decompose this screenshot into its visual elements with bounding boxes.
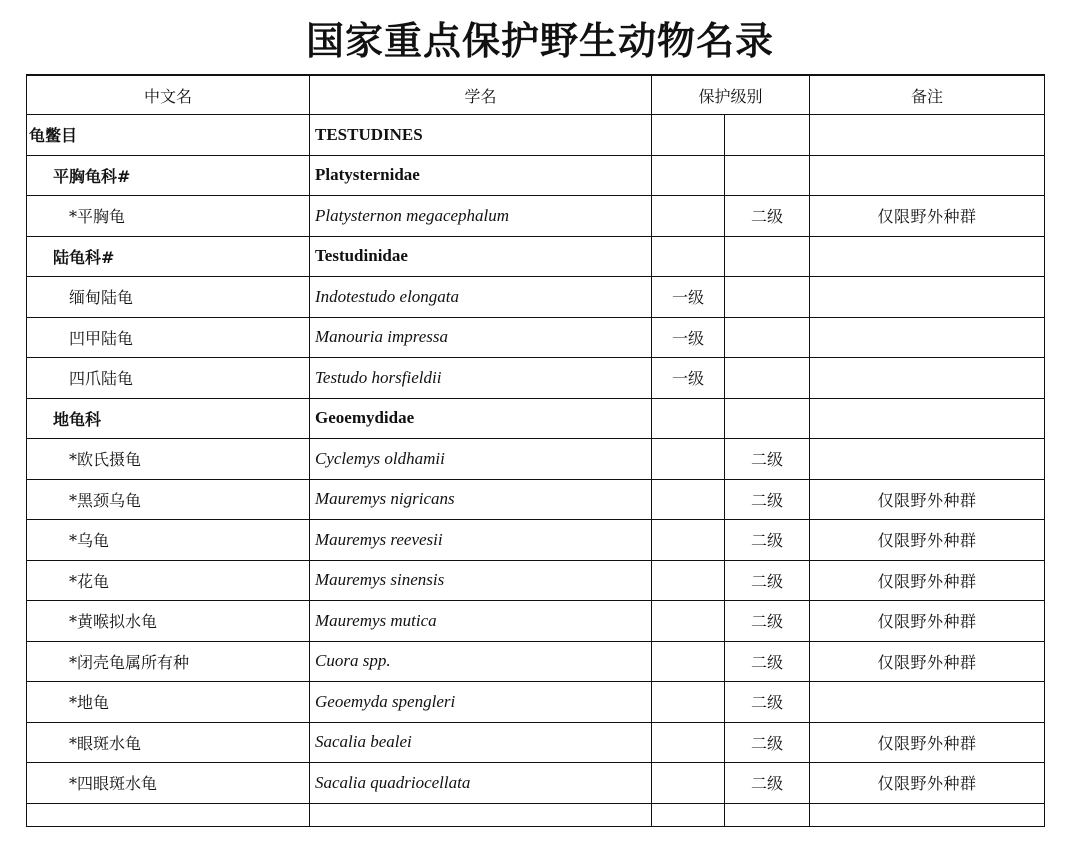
chinese-name-cell: 凹甲陆龟 <box>27 317 310 358</box>
chinese-name-cell: *平胸龟 <box>27 196 310 237</box>
chinese-name-cell: 四爪陆龟 <box>27 358 310 399</box>
level-2-cell <box>725 236 810 277</box>
empty-cell <box>725 803 810 826</box>
remarks-cell: 仅限野外种群 <box>810 641 1045 682</box>
level-2-cell <box>725 115 810 156</box>
scientific-name-cell: Cuora spp. <box>310 641 652 682</box>
level-2-cell: 二级 <box>725 479 810 520</box>
empty-cell <box>810 803 1045 826</box>
scientific-name-cell: Sacalia quadriocellata <box>310 763 652 804</box>
level-1-cell <box>652 722 725 763</box>
table-row <box>27 439 1045 480</box>
chinese-name-cell: 龟鳖目 <box>27 115 310 156</box>
table-row <box>27 236 1045 277</box>
scientific-name-cell: Mauremys nigricans <box>310 479 652 520</box>
scientific-name-cell: Geoemydidae <box>310 398 652 439</box>
scientific-name-cell: Platysternon megacephalum <box>310 196 652 237</box>
table-row <box>27 479 1045 520</box>
chinese-name-cell: *四眼斑水龟 <box>27 763 310 804</box>
remarks-cell: 仅限野外种群 <box>810 479 1045 520</box>
level-2-cell: 二级 <box>725 439 810 480</box>
table-row-cutoff <box>27 803 1045 826</box>
remarks-cell <box>810 115 1045 156</box>
scientific-name-cell: Cyclemys oldhamii <box>310 439 652 480</box>
remarks-cell <box>810 682 1045 723</box>
remarks-cell <box>810 439 1045 480</box>
level-1-cell <box>652 196 725 237</box>
level-2-cell: 二级 <box>725 560 810 601</box>
chinese-name-cell: 陆龟科# <box>27 236 310 277</box>
level-1-cell <box>652 560 725 601</box>
level-2-cell: 二级 <box>725 722 810 763</box>
level-1-cell <box>652 155 725 196</box>
level-1-cell <box>652 520 725 561</box>
table-row <box>27 155 1045 196</box>
chinese-name-cell: 缅甸陆龟 <box>27 277 310 318</box>
level-1-cell <box>652 115 725 156</box>
level-2-cell: 二级 <box>725 641 810 682</box>
level-2-cell: 二级 <box>725 601 810 642</box>
level-2-cell: 二级 <box>725 520 810 561</box>
chinese-name-cell: *黑颈乌龟 <box>27 479 310 520</box>
scientific-name-cell: Testudo horsfieldii <box>310 358 652 399</box>
level-2-cell <box>725 317 810 358</box>
table-row <box>27 682 1045 723</box>
table-row <box>27 763 1045 804</box>
table-row <box>27 520 1045 561</box>
remarks-cell: 仅限野外种群 <box>810 560 1045 601</box>
remarks-cell: 仅限野外种群 <box>810 722 1045 763</box>
empty-cell <box>27 803 310 826</box>
page-title: 国家重点保护野生动物名录 <box>305 18 774 63</box>
scientific-name-cell: Mauremys sinensis <box>310 560 652 601</box>
chinese-name-cell: *闭壳龟属所有种 <box>27 641 310 682</box>
level-2-cell <box>725 155 810 196</box>
level-2-cell <box>725 358 810 399</box>
remarks-cell: 仅限野外种群 <box>810 520 1045 561</box>
chinese-name-cell: *黄喉拟水龟 <box>27 601 310 642</box>
level-1-cell <box>652 236 725 277</box>
table-row <box>27 722 1045 763</box>
table-row <box>27 196 1045 237</box>
level-2-cell <box>725 277 810 318</box>
scientific-name-cell: Mauremys reevesii <box>310 520 652 561</box>
level-1-cell <box>652 601 725 642</box>
species-table <box>26 74 1045 827</box>
remarks-cell: 仅限野外种群 <box>810 763 1045 804</box>
remarks-cell <box>810 398 1045 439</box>
level-2-cell: 二级 <box>725 682 810 723</box>
level-1-cell <box>652 763 725 804</box>
table-body <box>27 115 1045 827</box>
remarks-cell <box>810 155 1045 196</box>
remarks-cell: 仅限野外种群 <box>810 196 1045 237</box>
chinese-name-cell: *乌龟 <box>27 520 310 561</box>
header-chinese-name: 中文名 <box>27 75 310 115</box>
remarks-cell <box>810 277 1045 318</box>
remarks-cell <box>810 317 1045 358</box>
level-1-cell <box>652 641 725 682</box>
scientific-name-cell: Manouria impressa <box>310 317 652 358</box>
table-row <box>27 601 1045 642</box>
scientific-name-cell: Sacalia bealei <box>310 722 652 763</box>
scientific-name-cell: TESTUDINES <box>310 115 652 156</box>
empty-cell <box>310 803 652 826</box>
level-2-cell: 二级 <box>725 196 810 237</box>
level-1-cell <box>652 479 725 520</box>
scientific-name-cell: Testudinidae <box>310 236 652 277</box>
remarks-cell <box>810 236 1045 277</box>
header-protection-level: 保护级别 <box>652 75 810 115</box>
scientific-name-cell: Indotestudo elongata <box>310 277 652 318</box>
chinese-name-cell: 平胸龟科# <box>27 155 310 196</box>
level-1-cell: 一级 <box>652 317 725 358</box>
table-row <box>27 277 1045 318</box>
table-row <box>27 398 1045 439</box>
level-1-cell <box>652 439 725 480</box>
level-2-cell <box>725 398 810 439</box>
level-2-cell: 二级 <box>725 763 810 804</box>
empty-cell <box>652 803 725 826</box>
scientific-name-cell: Geoemyda spengleri <box>310 682 652 723</box>
remarks-cell: 仅限野外种群 <box>810 601 1045 642</box>
chinese-name-cell: 地龟科 <box>27 398 310 439</box>
table-row <box>27 560 1045 601</box>
chinese-name-cell: *欧氏摄龟 <box>27 439 310 480</box>
header-remarks: 备注 <box>810 75 1045 115</box>
chinese-name-cell: *地龟 <box>27 682 310 723</box>
remarks-cell <box>810 358 1045 399</box>
table-row <box>27 115 1045 156</box>
level-1-cell: 一级 <box>652 358 725 399</box>
table-row <box>27 317 1045 358</box>
scientific-name-cell: Platysternidae <box>310 155 652 196</box>
level-1-cell: 一级 <box>652 277 725 318</box>
chinese-name-cell: *花龟 <box>27 560 310 601</box>
level-1-cell <box>652 398 725 439</box>
chinese-name-cell: *眼斑水龟 <box>27 722 310 763</box>
header-row <box>27 75 1045 115</box>
level-1-cell <box>652 682 725 723</box>
scientific-name-cell: Mauremys mutica <box>310 601 652 642</box>
table-row <box>27 358 1045 399</box>
header-scientific-name: 学名 <box>310 75 652 115</box>
table-row <box>27 641 1045 682</box>
